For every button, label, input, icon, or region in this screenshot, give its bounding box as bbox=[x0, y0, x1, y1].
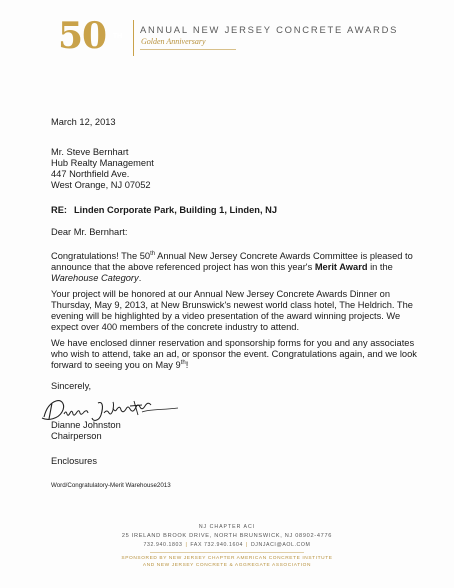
letterhead-subtitle: Golden Anniversary bbox=[141, 37, 206, 46]
footer-address: 25 IRELAND BROOK DRIVE, NORTH BRUNSWICK, NJ 08902-4776 bbox=[121, 533, 333, 539]
signer-name: Dianne Johnston bbox=[51, 420, 121, 430]
anniversary-logo-suffix: TH bbox=[113, 33, 123, 40]
paragraph-enclosures: We have enclosed dinner reservation and sponsorship forms for you and any associates who wish to attend, take an ad, or sponsor the event. Congratulations again, and we look forward to seeing you on May 9th! bbox=[51, 338, 417, 370]
letter-date: March 12, 2013 bbox=[51, 117, 116, 127]
closing: Sincerely, bbox=[51, 381, 92, 391]
recipient-line: 447 Northfield Ave. bbox=[51, 169, 130, 179]
separator: | bbox=[245, 542, 248, 548]
recipient-line: Mr. Steve Bernhart bbox=[51, 147, 129, 157]
award-name: Merit Award bbox=[314, 261, 368, 272]
footer-email: DJNJACI@AOL.COM bbox=[250, 542, 311, 548]
re-label: RE: bbox=[51, 205, 68, 215]
footer-sponsor-line-2: AND NEW JERSEY CONCRETE & AGGREGATE ASSOCIATION bbox=[142, 563, 312, 568]
anniversary-logo-number: 50 bbox=[58, 15, 107, 57]
paragraph-dinner: Your project will be honored at our Annual New Jersey Concrete Awards Dinner on Thursday, May 9, 2013, at New Brunswick's newest world class hotel, The Heldrich. The evening will be highlighted by a video presentation of the award winning projects. We expect over 400 members of the concrete industry to attend. bbox=[51, 289, 413, 332]
recipient-line: West Orange, NJ 07052 bbox=[51, 180, 151, 190]
footer-fax: FAX 732.940.1604 bbox=[190, 542, 243, 548]
salutation: Dear Mr. Bernhart: bbox=[51, 227, 128, 237]
letterhead-rule bbox=[140, 49, 236, 50]
footer-rule bbox=[150, 552, 304, 553]
award-category: Warehouse Category bbox=[51, 272, 139, 283]
separator: | bbox=[185, 542, 188, 548]
letterhead-title: ANNUAL NEW JERSEY CONCRETE AWARDS bbox=[140, 24, 399, 35]
footer-sponsor-line-1: SPONSORED BY NEW JERSEY CHAPTER AMERICAN CONCRETE INSTITUTE bbox=[121, 556, 333, 561]
re-subject: Linden Corporate Park, Building 1, Linden, NJ bbox=[74, 205, 278, 215]
paragraph-congratulations: Congratulations! The 50th Annual New Jersey Concrete Awards Committee is pleased to announce that the above referenced project has won this year's Merit Award in the Warehouse Category. bbox=[51, 250, 413, 283]
enclosures-note: Enclosures bbox=[51, 456, 97, 466]
footer-contact bbox=[0, 542, 454, 548]
footer-chapter: NJ CHAPTER ACI bbox=[198, 524, 256, 530]
footer-phone: 732.940.1803 bbox=[143, 542, 183, 548]
recipient-line: Hub Realty Management bbox=[51, 158, 154, 168]
letterhead-divider bbox=[133, 20, 134, 56]
signer-title: Chairperson bbox=[51, 431, 102, 441]
file-reference: Word/Congratulatory-Merit Warehouse2013 bbox=[51, 482, 171, 489]
